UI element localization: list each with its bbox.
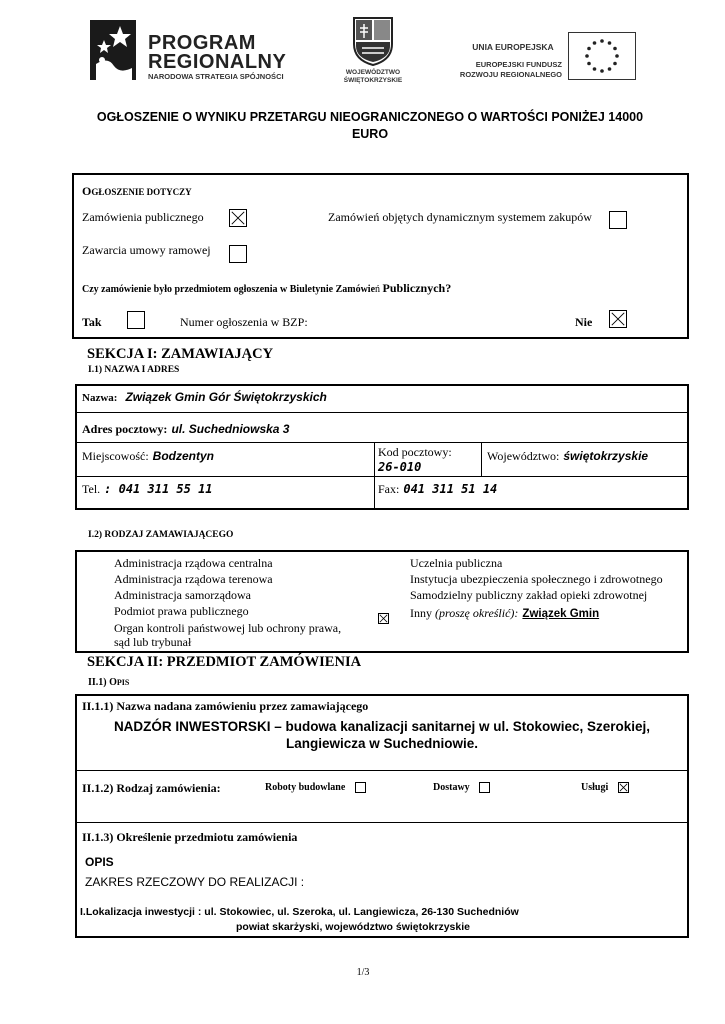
- postal-value: 26-010: [378, 460, 422, 474]
- type-left-6: sąd lub trybunał: [114, 635, 192, 649]
- voivodeship-row: [487, 447, 648, 465]
- yes-checkbox[interactable]: [127, 311, 145, 329]
- name-label: Nazwa:: [82, 392, 118, 404]
- eu-title: UNIA EUROPEJSKA: [472, 42, 554, 52]
- eu-sub-1: EUROPEJSKI FUNDUSZ: [475, 60, 562, 69]
- program-line-2: REGIONALNY: [148, 51, 287, 73]
- order-name-heading: II.1.1) Nazwa nadana zamówieniu przez zamawiającego: [82, 699, 369, 713]
- bzp-question: [82, 279, 451, 297]
- city-row: [82, 447, 214, 465]
- type-other-label: Inny: [410, 606, 435, 620]
- document-title-line-2: EURO: [351, 127, 389, 141]
- section-2-sub: [88, 672, 129, 690]
- city-label: Miejscowość:: [82, 449, 149, 463]
- location-line-1: I.Lokalizacja inwestycji : ul. Stokowiec, ul. Szeroka, ul. Langiewicza, 26-130 Suchedniów: [80, 906, 519, 918]
- program-line-1: PROGRAM: [148, 32, 256, 54]
- order-type-services-label: Usługi: [581, 782, 609, 793]
- eu-flag-icon: [568, 32, 636, 80]
- city-value: Bodzentyn: [152, 449, 214, 463]
- voivodeship-value: świętokrzyskie: [563, 449, 649, 463]
- order-type-supplies-label: Dostawy: [433, 782, 470, 793]
- section-1-title: SEKCJA I: ZAMAWIAJĄCY: [87, 346, 274, 362]
- type-left-4: Podmiot prawa publicznego: [114, 604, 249, 618]
- divider: [75, 770, 689, 771]
- type-other-hint: (proszę określić):: [435, 606, 519, 620]
- type-left-5: Organ kontroli państwowej lub ochrony prawa,: [114, 621, 342, 635]
- bzp-number-label: Numer ogłoszenia w BZP:: [180, 315, 308, 329]
- checked-x-icon: [379, 614, 388, 623]
- eu-sub-2: ROZWOJU REGIONALNEGO: [459, 70, 562, 79]
- address-value: ul. Suchedniowska 3: [171, 422, 290, 436]
- type-right-1: Uczelnia publiczna: [410, 556, 503, 570]
- type-right-3: Samodzielny publiczny zakład opieki zdrowotnej: [410, 588, 648, 602]
- tel-row: [82, 480, 213, 498]
- section-1-sub: I.1) NAZWA I ADRES: [88, 365, 180, 375]
- woj-line-2: ŚWIĘTOKRZYSKIE: [343, 77, 403, 84]
- no-checkbox[interactable]: [609, 310, 627, 328]
- coat-of-arms-icon: [352, 16, 394, 66]
- no-label: Nie: [575, 315, 593, 329]
- section-2-sub-rest: PIS: [116, 678, 130, 687]
- divider: [374, 442, 375, 510]
- address-label: Adres pocztowy:: [82, 422, 168, 436]
- dynamic-system-label: Zamówień objętych dynamicznym systemem zakupów: [328, 210, 592, 224]
- order-type-services-checkbox[interactable]: [618, 782, 629, 793]
- type-left-3: Administracja samorządowa: [114, 588, 251, 602]
- notice-heading-first: O: [82, 184, 92, 198]
- order-type-supplies-checkbox[interactable]: [479, 782, 490, 793]
- bzp-question-part-2: ń: [375, 284, 383, 295]
- public-order-checkbox[interactable]: [229, 209, 247, 227]
- type-other-row: [410, 604, 599, 622]
- tel-value: : 041 311 55 11: [104, 482, 213, 496]
- yes-label: Tak: [82, 315, 102, 329]
- order-type-heading: II.1.2) Rodzaj zamówienia:: [82, 781, 221, 795]
- notice-heading: [82, 182, 192, 200]
- divider: [75, 476, 689, 477]
- checked-x-icon: [619, 783, 628, 792]
- fax-row: [378, 480, 497, 498]
- dynamic-system-checkbox[interactable]: [609, 211, 627, 229]
- woj-line-1: WOJEWÓDZTWO: [345, 69, 401, 76]
- section-2-title: SEKCJA II: PRZEDMIOT ZAMÓWIENIA: [87, 654, 362, 670]
- notice-heading-rest: GŁOSZENIE DOTYCZY: [91, 187, 192, 197]
- checked-x-icon: [230, 210, 246, 226]
- postal-label: Kod pocztowy:: [378, 445, 452, 459]
- star-figure-icon: [90, 20, 138, 82]
- checked-x-icon: [610, 311, 626, 327]
- page-number: 1/3: [356, 967, 370, 978]
- voivodeship-label: Województwo:: [487, 449, 560, 463]
- fax-label: Fax:: [378, 482, 400, 496]
- scope-label: ZAKRES RZECZOWY DO REALIZACJI :: [85, 875, 305, 889]
- type-left-2: Administracja rządowa terenowa: [114, 572, 273, 586]
- order-name-line-1: NADZÓR INWESTORSKI – budowa kanalizacji sanitarnej w ul. Stokowiec, Szerokiej,: [113, 719, 651, 734]
- divider: [75, 442, 689, 443]
- tel-label: Tel.: [82, 482, 101, 496]
- divider: [75, 412, 689, 413]
- order-name-line-2: Langiewicza w Suchedniowie.: [285, 736, 479, 751]
- section-2-sub-prefix: II.1) O: [88, 677, 117, 688]
- address-row: [82, 420, 289, 438]
- fax-value: 041 311 51 14: [403, 482, 498, 496]
- type-other-value: Związek Gmin: [522, 608, 600, 620]
- location-line-2: powiat skarżyski, województwo świętokrzyskie: [236, 921, 470, 933]
- program-subtitle: NARODOWA STRATEGIA SPÓJNOŚCI: [148, 72, 284, 81]
- bzp-question-part-3: Publicznych?: [382, 281, 452, 295]
- order-type-works-checkbox[interactable]: [355, 782, 366, 793]
- order-type-works-label: Roboty budowlane: [265, 782, 346, 793]
- opis-label: OPIS: [85, 855, 114, 869]
- type-left-1: Administracja rządowa centralna: [114, 556, 273, 570]
- type-other-checkbox[interactable]: [378, 613, 389, 624]
- document-title-line-1: OGŁOSZENIE O WYNIKU PRZETARGU NIEOGRANICZONEGO O WARTOŚCI PONIŻEJ 14000: [96, 110, 644, 124]
- public-order-label: Zamówienia publicznego: [82, 210, 204, 224]
- type-right-2: Instytucja ubezpieczenia społecznego i zdrowotnego: [410, 572, 663, 586]
- name-row: [82, 388, 327, 406]
- name-value: Związek Gmin Gór Świętokrzyskich: [125, 390, 327, 404]
- order-subject-heading: II.1.3) Określenie przedmiotu zamówienia: [82, 830, 298, 844]
- divider: [75, 822, 689, 823]
- framework-label: Zawarcia umowy ramowej: [82, 243, 211, 257]
- framework-checkbox[interactable]: [229, 245, 247, 263]
- bzp-question-part-1: Czy zamówienie było przedmiotem ogłoszenia w Biuletynie Zamówie: [82, 284, 376, 295]
- divider: [481, 442, 482, 476]
- section-1-2-sub: I.2) RODZAJ ZAMAWIAJĄCEGO: [88, 530, 234, 540]
